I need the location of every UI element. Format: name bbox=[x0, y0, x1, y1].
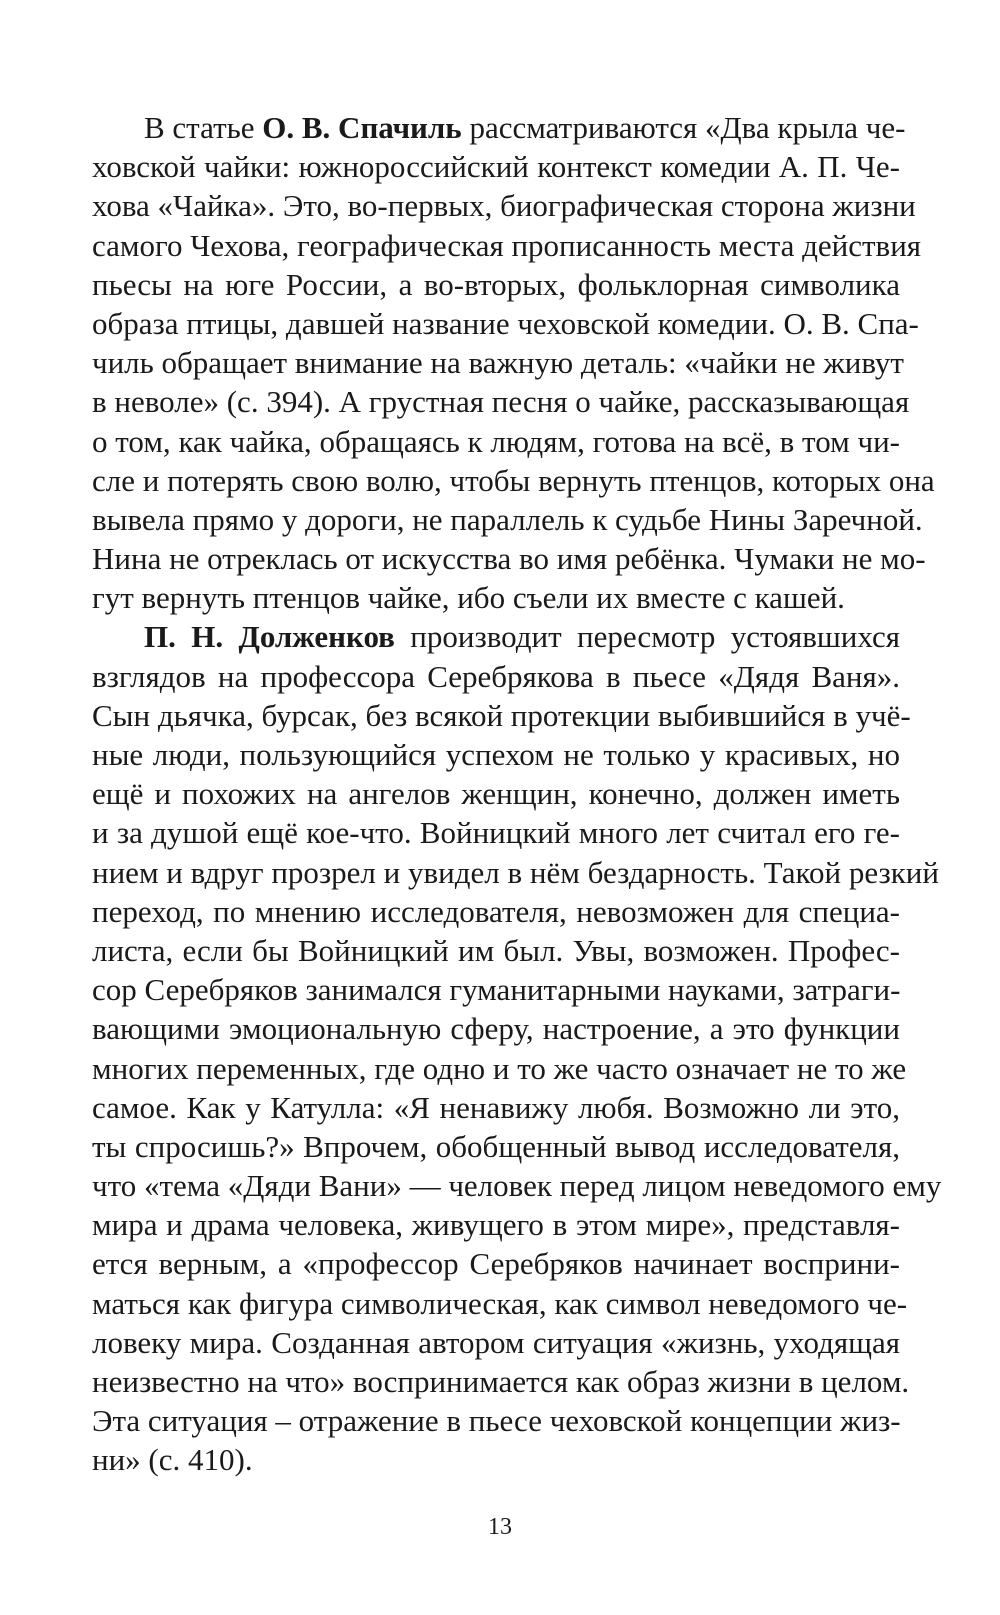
text-line: самого Чехова, географическая прописанность места действия bbox=[92, 227, 922, 263]
text-line: вающими эмоциональную сферу, настроение, а это функции bbox=[92, 1011, 900, 1047]
text-line: неизвестно на что» воспринимается как образ жизни в целом. bbox=[92, 1364, 910, 1399]
text-line: Нина не отреклась от искусства во имя ребёнка. Чумаки не мо- bbox=[92, 541, 926, 577]
text-line: ловеку мира. Созданная автором ситуация «жизнь, уходящая bbox=[92, 1324, 900, 1360]
text-line: ты спросишь?» Впрочем, обобщенный вывод исследователя, bbox=[92, 1128, 900, 1164]
text-line: взглядов на профессора Серебрякова в пьесе «Дядя Ваня». bbox=[92, 658, 900, 694]
text-line: пьесы на юге России, а во-вторых, фольклорная символика bbox=[92, 266, 900, 302]
text-line: мира и драма человека, живущего в этом мире», представля- bbox=[92, 1207, 900, 1243]
text-line: нием и вдруг прозрел и увидел в нём бездарность. Такой резкий bbox=[92, 854, 939, 890]
text-line: ни» (с. 410). bbox=[92, 1442, 253, 1478]
text-line: листа, если бы Войницкий им был. Увы, возможен. Профес- bbox=[92, 932, 900, 968]
text-line: В статье О. В. Спачиль рассматриваются «Два крыла че- bbox=[144, 110, 906, 145]
text-line: самое. Как у Катулла: «Я ненавижу любя. Возможно ли это, bbox=[92, 1089, 900, 1125]
text-line: образа птицы, давшей название чеховской комедии. О. В. Спа- bbox=[92, 305, 919, 341]
text-line: Эта ситуация – отражение в пьесе чеховской концепции жиз- bbox=[92, 1403, 901, 1439]
text-line: ется верным, а «профессор Серебряков начинает восприни- bbox=[92, 1246, 900, 1282]
text-line: маться как фигура символическая, как символ неведомого че- bbox=[92, 1285, 908, 1321]
text-line: чиль обращает внимание на важную деталь: «чайки не живут bbox=[92, 345, 904, 381]
author-name: П. Н. Долженков bbox=[144, 619, 395, 655]
text-line: П. Н. Долженков производит пересмотр устоявшихся bbox=[144, 619, 900, 655]
text-line: сор Серебряков занимался гуманитарными науками, затраги- bbox=[92, 972, 901, 1008]
text-line: ховской чайки: южнороссийский контекст комедии А. П. Че- bbox=[92, 149, 900, 185]
text-line: и за душой ещё кое-что. Войницкий много лет считал его ге- bbox=[92, 815, 900, 851]
text-line: в неволе» (с. 394). А грустная песня о чайке, рассказывающая bbox=[92, 384, 910, 420]
page-number: 13 bbox=[488, 1514, 512, 1540]
text-line: многих переменных, где одно и то же часто означает не то же bbox=[92, 1050, 907, 1086]
author-name: О. В. Спачиль bbox=[262, 110, 462, 145]
text-line: переход, по мнению исследователя, невозможен для специа- bbox=[92, 893, 900, 929]
text-line: сле и потерять свою волю, чтобы вернуть птенцов, которых она bbox=[92, 462, 935, 498]
page-text bbox=[92, 108, 942, 1480]
text-line: что «тема «Дяди Вани» — человек перед лицом неведомого ему bbox=[92, 1168, 942, 1204]
text-line: ные люди, пользующийся успехом не только у красивых, но bbox=[92, 737, 900, 772]
paragraph-1 bbox=[92, 108, 935, 617]
text-line: вывела прямо у дороги, не параллель к судьбе Нины Заречной. bbox=[92, 501, 923, 537]
text-line: Сын дьячка, бурсак, без всякой протекции выбившийся в учё- bbox=[92, 697, 911, 733]
text-line: хова «Чайка». Это, во-первых, биографическая сторона жизни bbox=[92, 188, 916, 224]
text-line: гут вернуть птенцов чайке, ибо съели их вместе с кашей. bbox=[92, 580, 845, 616]
text-line: ещё и похожих на ангелов женщин, конечно, должен иметь bbox=[92, 776, 900, 812]
paragraph-2 bbox=[92, 617, 942, 1479]
text-line: о том, как чайка, обращаясь к людям, готова на всё, в том чи- bbox=[92, 423, 900, 459]
